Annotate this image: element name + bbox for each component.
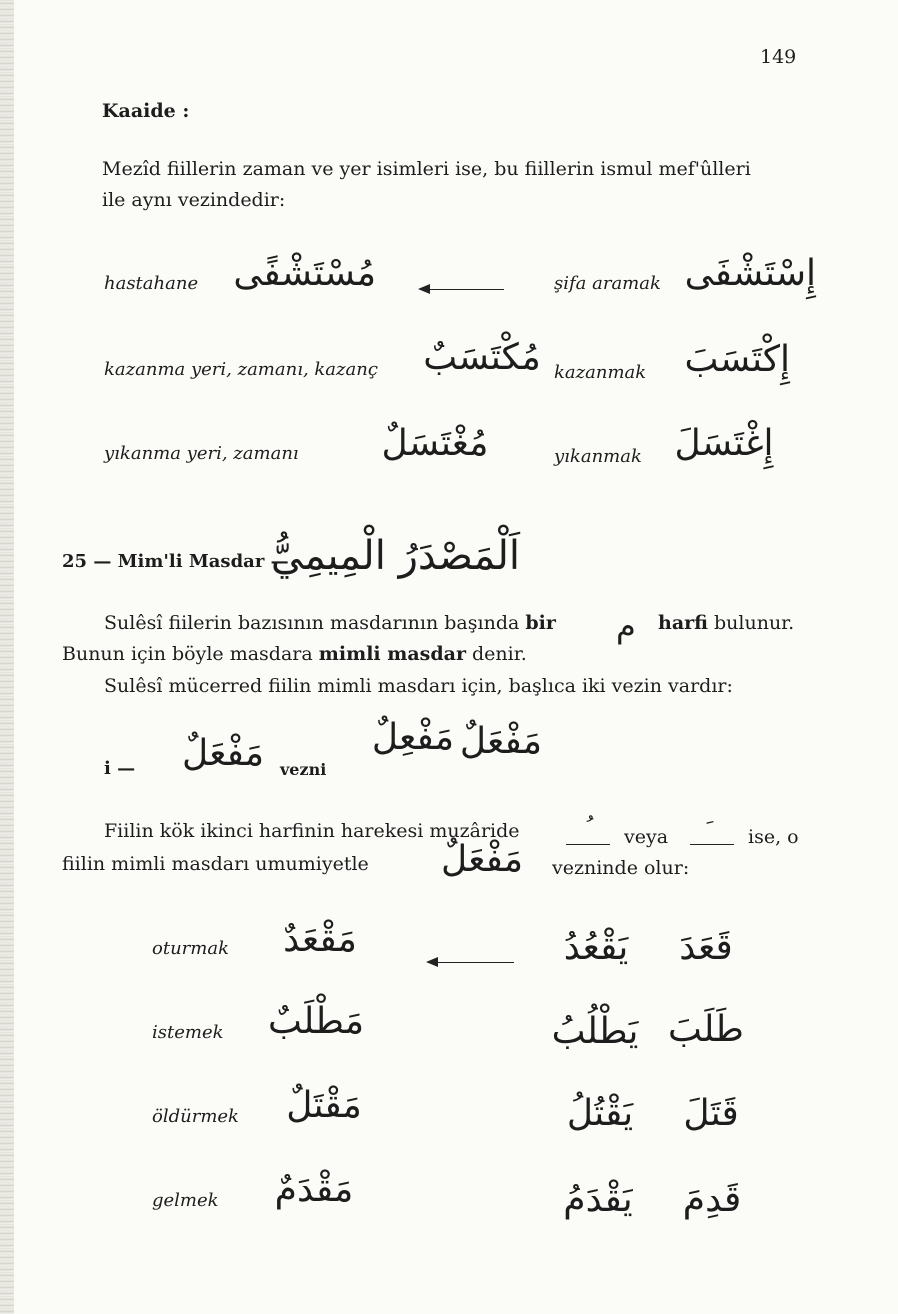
intro-line-1: Mezîd fiillerin zaman ve yer isimleri ise, bu fiillerin ismul mef'ûlleri [102,158,751,180]
example-muzari: يَقْدَمُ [563,1179,633,1220]
bold-span: mimli masdar [318,643,466,665]
paragraph-1-line-1 [104,612,556,634]
text-span: Bunun için böyle masdara [62,643,313,665]
example-verb-meaning: yıkanmak [554,446,642,467]
text-span: Sulêsî fiilerin bazısının masdarının başında [104,612,520,634]
paragraph-1-line-2 [62,643,527,665]
example-meaning: hastahane [104,273,199,294]
bold-span: harfi [658,612,708,634]
damma-mark [566,820,610,850]
example-meaning: oturmak [152,938,229,959]
section-title: 25 — Mim'li Masdar — [62,551,289,572]
rule-veya: veya [624,826,669,848]
vezin-label: i — [104,758,136,779]
rule-line-2-end: vezninde olur: [552,857,690,879]
fatha-mark [690,820,734,850]
example-masdar: مَقْدَمٌ [274,1169,354,1210]
example-madi: قَدِمَ [682,1179,742,1220]
text-span: bulunur. [714,612,795,634]
example-verb-meaning: şifa aramak [554,273,661,294]
kaide-heading: Kaaide : [102,100,190,122]
left-arrow-icon [428,962,514,963]
example-verb-meaning: kazanmak [554,362,647,383]
rule-line-1-end: ise, o [748,826,799,848]
section-arabic-title: اَلْمَصْدَرُ الْمِيمِيُّ [270,533,520,579]
rule-form: مَفْعَلٌ [440,839,524,880]
rule-line-2: fiilin mimli masdarı umumiyetle [62,853,369,875]
bold-span: bir [525,612,556,634]
paragraph-1-line-1-end [658,612,794,634]
example-masdar: مَقْعَدٌ [283,919,357,960]
example-masdar: مَقْتَلٌ [286,1085,362,1126]
intro-line-2: ile aynı vezindedir: [102,189,286,211]
example-verb: إِسْتَشْفَى [684,253,816,294]
blank-line [690,844,734,845]
example-meaning: kazanma yeri, zamanı, kazanç [104,359,378,380]
example-madi: قَتَلَ [683,1093,739,1134]
left-arrow-icon [420,289,504,290]
example-meaning: öldürmek [152,1106,239,1127]
example-verb: إِغْتَسَلَ [674,423,774,464]
example-meaning: gelmek [152,1190,219,1211]
example-form: مُكْتَسَبٌ [423,337,541,378]
example-meaning: istemek [152,1022,224,1043]
example-masdar: مَطْلَبٌ [267,1001,365,1042]
blank-line [566,844,610,845]
example-muzari: يَقْتُلُ [566,1093,634,1134]
example-muzari: يَقْعُدُ [563,927,629,968]
example-muzari: يَطْلُبُ [551,1011,639,1052]
text-span: denir. [472,643,527,665]
vezin-pair-1: مَفْعِلٌ [371,717,454,758]
vezin-word: vezni [280,760,327,779]
example-madi: قَعَدَ [679,927,733,968]
page-edge-shadow [0,0,14,1314]
example-meaning: yıkanma yeri, zamanı [104,443,299,464]
rule-line-1: Fiilin kök ikinci harfinin harekesi muzâride [104,820,520,842]
example-form: مُغْتَسَلٌ [381,423,489,464]
page-number: 149 [760,46,797,68]
example-madi: طَلَبَ [668,1009,744,1050]
vezin-pair-2: مَفْعَلٌ [459,721,542,762]
example-verb: إِكْتَسَبَ [684,339,790,380]
paragraph-2: Sulêsî mücerred fiilin mimli masdarı için, başlıca iki vezin vardır: [104,675,733,697]
example-form: مُسْتَشْفًى [233,253,376,294]
mim-letter: م [616,607,636,645]
vezin-form: مَفْعَلٌ [181,733,265,774]
